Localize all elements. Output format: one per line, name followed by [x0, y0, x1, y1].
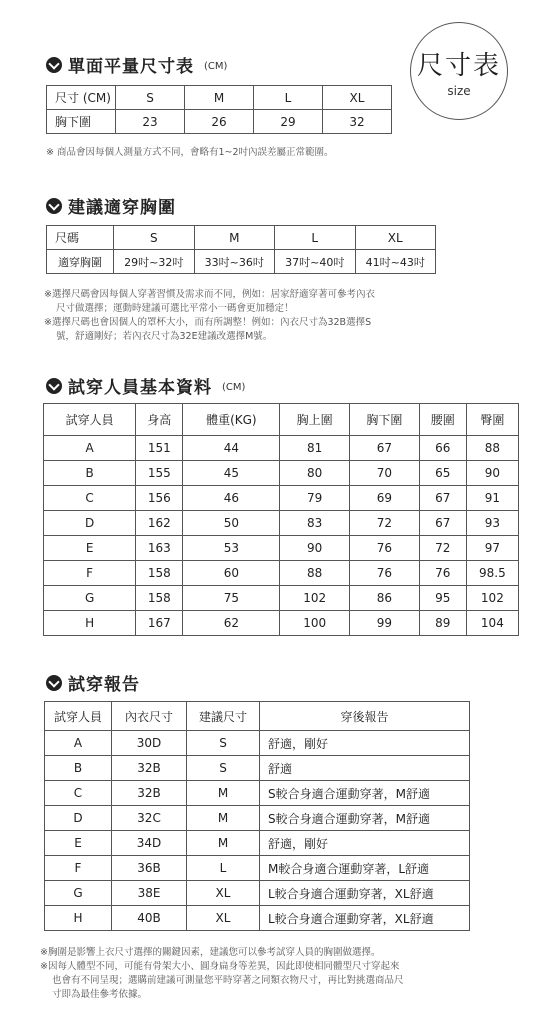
section-fit-report-heading	[46, 670, 140, 695]
table-cell: 32	[323, 110, 392, 134]
tester-profile-table	[43, 403, 519, 636]
table-cell: 32B	[112, 756, 187, 781]
table-row	[44, 536, 519, 561]
table-cell: 69	[350, 486, 420, 511]
table-row	[47, 250, 436, 274]
section-title: 試穿人員基本資料	[68, 378, 212, 398]
table-row	[44, 561, 519, 586]
table-cell: D	[44, 511, 136, 536]
table-cell: 88	[466, 436, 518, 461]
footnote: ※因每人體型不同，可能有骨架大小、圓身扁身等差異，因此即使相同體型尺寸穿起來	[40, 961, 400, 972]
table-cell: B	[44, 461, 136, 486]
table-cell: 尺寸 (CM)	[47, 86, 116, 110]
flat-size-table	[46, 85, 392, 134]
table-cell: G	[44, 586, 136, 611]
table-cell: 46	[183, 486, 280, 511]
table-cell: 26	[185, 110, 254, 134]
table-cell: 98.5	[466, 561, 518, 586]
table-cell: S較合身適合運動穿著，M舒適	[260, 806, 470, 831]
table-cell: L	[275, 226, 356, 250]
table-cell: 90	[466, 461, 518, 486]
table-cell: 89	[419, 611, 466, 636]
table-row	[45, 781, 470, 806]
table-cell: 32B	[112, 781, 187, 806]
table-cell: L較合身適合運動穿著，XL舒適	[260, 906, 470, 931]
table-row	[44, 611, 519, 636]
table-cell: D	[45, 806, 112, 831]
table-cell: C	[44, 486, 136, 511]
table-cell: 79	[280, 486, 350, 511]
table-cell: 151	[136, 436, 183, 461]
chevron-circle-icon	[46, 378, 62, 394]
table-cell: XL	[187, 881, 260, 906]
table-cell: 33吋~36吋	[194, 250, 275, 274]
table-cell: 93	[466, 511, 518, 536]
table-cell: 30D	[112, 731, 187, 756]
badge-subtitle: size	[447, 84, 471, 98]
column-header: 試穿人員	[44, 404, 136, 436]
footnote: ※胸圍是影響上衣尺寸選擇的關鍵因素，建議您可以參考試穿人員的胸圍做選擇。	[40, 947, 381, 958]
table-cell: A	[44, 436, 136, 461]
table-cell: 67	[350, 436, 420, 461]
table-cell: XL	[187, 906, 260, 931]
table-cell: 23	[116, 110, 185, 134]
table-row	[44, 486, 519, 511]
table-cell: 167	[136, 611, 183, 636]
column-header: 體重(KG)	[183, 404, 280, 436]
table-cell: 66	[419, 436, 466, 461]
column-header: 腰圍	[419, 404, 466, 436]
table-cell: S較合身適合運動穿著，M舒適	[260, 781, 470, 806]
table-cell: 80	[280, 461, 350, 486]
table-row	[47, 86, 392, 110]
table-cell: 適穿胸圍	[47, 250, 114, 274]
table-cell: A	[45, 731, 112, 756]
table-cell: M	[194, 226, 275, 250]
table-cell: S	[114, 226, 195, 250]
table-cell: 65	[419, 461, 466, 486]
table-cell: 81	[280, 436, 350, 461]
footnote: ※ 商品會因每個人測量方式不同，會略有1~2吋內誤差屬正常範圍。	[46, 147, 334, 158]
table-row	[44, 586, 519, 611]
table-cell: M	[185, 86, 254, 110]
table-row	[45, 831, 470, 856]
table-cell: M	[187, 806, 260, 831]
table-cell: 29吋~32吋	[114, 250, 195, 274]
table-cell: 34D	[112, 831, 187, 856]
table-cell: 155	[136, 461, 183, 486]
table-row	[45, 756, 470, 781]
table-cell: L較合身適合運動穿著，XL舒適	[260, 881, 470, 906]
table-header-row	[44, 404, 519, 436]
table-cell: 67	[419, 486, 466, 511]
column-header: 胸下圍	[350, 404, 420, 436]
section-flat-size-heading	[46, 52, 227, 77]
table-cell: S	[187, 756, 260, 781]
table-cell: 舒適，剛好	[260, 831, 470, 856]
table-cell: 162	[136, 511, 183, 536]
table-row	[45, 881, 470, 906]
table-cell: 95	[419, 586, 466, 611]
table-cell: 76	[419, 561, 466, 586]
table-cell: 60	[183, 561, 280, 586]
chevron-circle-icon	[46, 198, 62, 214]
table-cell: 76	[350, 536, 420, 561]
table-cell: 100	[280, 611, 350, 636]
recommended-bust-table	[46, 225, 436, 274]
table-cell: XL	[323, 86, 392, 110]
table-cell: S	[116, 86, 185, 110]
section-title: 單面平量尺寸表	[68, 57, 194, 77]
table-cell: 102	[280, 586, 350, 611]
footnote: 尺寸做選擇；運動時建議可選比平常小一碼會更加穩定！	[56, 303, 294, 314]
table-cell: H	[44, 611, 136, 636]
table-cell: L	[254, 86, 323, 110]
table-cell: E	[45, 831, 112, 856]
table-cell: 72	[419, 536, 466, 561]
table-row	[44, 461, 519, 486]
section-unit: (CM)	[222, 382, 246, 393]
table-cell: 尺碼	[47, 226, 114, 250]
column-header: 身高	[136, 404, 183, 436]
table-cell: S	[187, 731, 260, 756]
table-cell: 97	[466, 536, 518, 561]
column-header: 內衣尺寸	[112, 702, 187, 731]
table-cell: 163	[136, 536, 183, 561]
table-cell: XL	[355, 226, 436, 250]
table-row	[45, 856, 470, 881]
table-cell: 45	[183, 461, 280, 486]
footnote: 寸即為最佳參考依據。	[52, 989, 148, 1000]
table-cell: E	[44, 536, 136, 561]
table-cell: 舒適	[260, 756, 470, 781]
table-cell: G	[45, 881, 112, 906]
table-row	[45, 906, 470, 931]
table-cell: M	[187, 781, 260, 806]
table-cell: 76	[350, 561, 420, 586]
chevron-circle-icon	[46, 675, 62, 691]
table-cell: 83	[280, 511, 350, 536]
table-cell: F	[45, 856, 112, 881]
table-cell: F	[44, 561, 136, 586]
table-cell: 44	[183, 436, 280, 461]
footnote: ※選擇尺碼也會因個人的罩杯大小，而有所調整！例如：內衣尺寸為32B選擇S	[44, 317, 372, 328]
column-header: 臀圍	[466, 404, 518, 436]
size-badge	[410, 22, 508, 120]
table-cell: 29	[254, 110, 323, 134]
table-cell: 158	[136, 561, 183, 586]
table-cell: 53	[183, 536, 280, 561]
footnote: 也會有不同呈現；選購前建議可測量您平時穿著之同類衣物尺寸，再比對挑選商品尺	[52, 975, 404, 986]
footnote: ※選擇尺碼會因每個人穿著習慣及需求而不同，例如：居家舒適穿著可參考內衣	[44, 289, 375, 300]
section-unit: (CM)	[204, 61, 228, 72]
fit-report-table	[44, 701, 470, 931]
table-cell: 32C	[112, 806, 187, 831]
table-cell: 50	[183, 511, 280, 536]
table-cell: L	[187, 856, 260, 881]
table-cell: 75	[183, 586, 280, 611]
table-cell: 88	[280, 561, 350, 586]
table-cell: 156	[136, 486, 183, 511]
table-row	[45, 806, 470, 831]
table-cell: 62	[183, 611, 280, 636]
table-cell: 70	[350, 461, 420, 486]
table-cell: 99	[350, 611, 420, 636]
table-cell: 胸下圍	[47, 110, 116, 134]
table-cell: 37吋~40吋	[275, 250, 356, 274]
table-cell: B	[45, 756, 112, 781]
table-cell: 86	[350, 586, 420, 611]
table-cell: 104	[466, 611, 518, 636]
table-cell: 38E	[112, 881, 187, 906]
table-row	[47, 226, 436, 250]
table-cell: 36B	[112, 856, 187, 881]
section-bust-heading	[46, 193, 176, 218]
table-cell: 72	[350, 511, 420, 536]
table-cell: 67	[419, 511, 466, 536]
table-row	[44, 436, 519, 461]
column-header: 穿後報告	[260, 702, 470, 731]
chevron-circle-icon	[46, 57, 62, 73]
table-cell: 91	[466, 486, 518, 511]
table-cell: 158	[136, 586, 183, 611]
badge-title: 尺寸表	[416, 51, 501, 81]
table-cell: 40B	[112, 906, 187, 931]
section-title: 建議適穿胸圍	[68, 198, 176, 218]
table-header-row	[45, 702, 470, 731]
footnote: 號，舒適剛好；若內衣尺寸為32E建議改選擇M號。	[56, 331, 273, 342]
table-cell: C	[45, 781, 112, 806]
table-cell: 41吋~43吋	[355, 250, 436, 274]
table-cell: H	[45, 906, 112, 931]
table-cell: 90	[280, 536, 350, 561]
column-header: 胸上圍	[280, 404, 350, 436]
table-row	[45, 731, 470, 756]
table-cell: 舒適，剛好	[260, 731, 470, 756]
table-cell: 102	[466, 586, 518, 611]
column-header: 試穿人員	[45, 702, 112, 731]
table-row	[47, 110, 392, 134]
column-header: 建議尺寸	[187, 702, 260, 731]
table-row	[44, 511, 519, 536]
section-title: 試穿報告	[68, 675, 140, 695]
table-cell: M	[187, 831, 260, 856]
table-cell: M較合身適合運動穿著，L舒適	[260, 856, 470, 881]
section-tester-profile-heading	[46, 373, 245, 398]
